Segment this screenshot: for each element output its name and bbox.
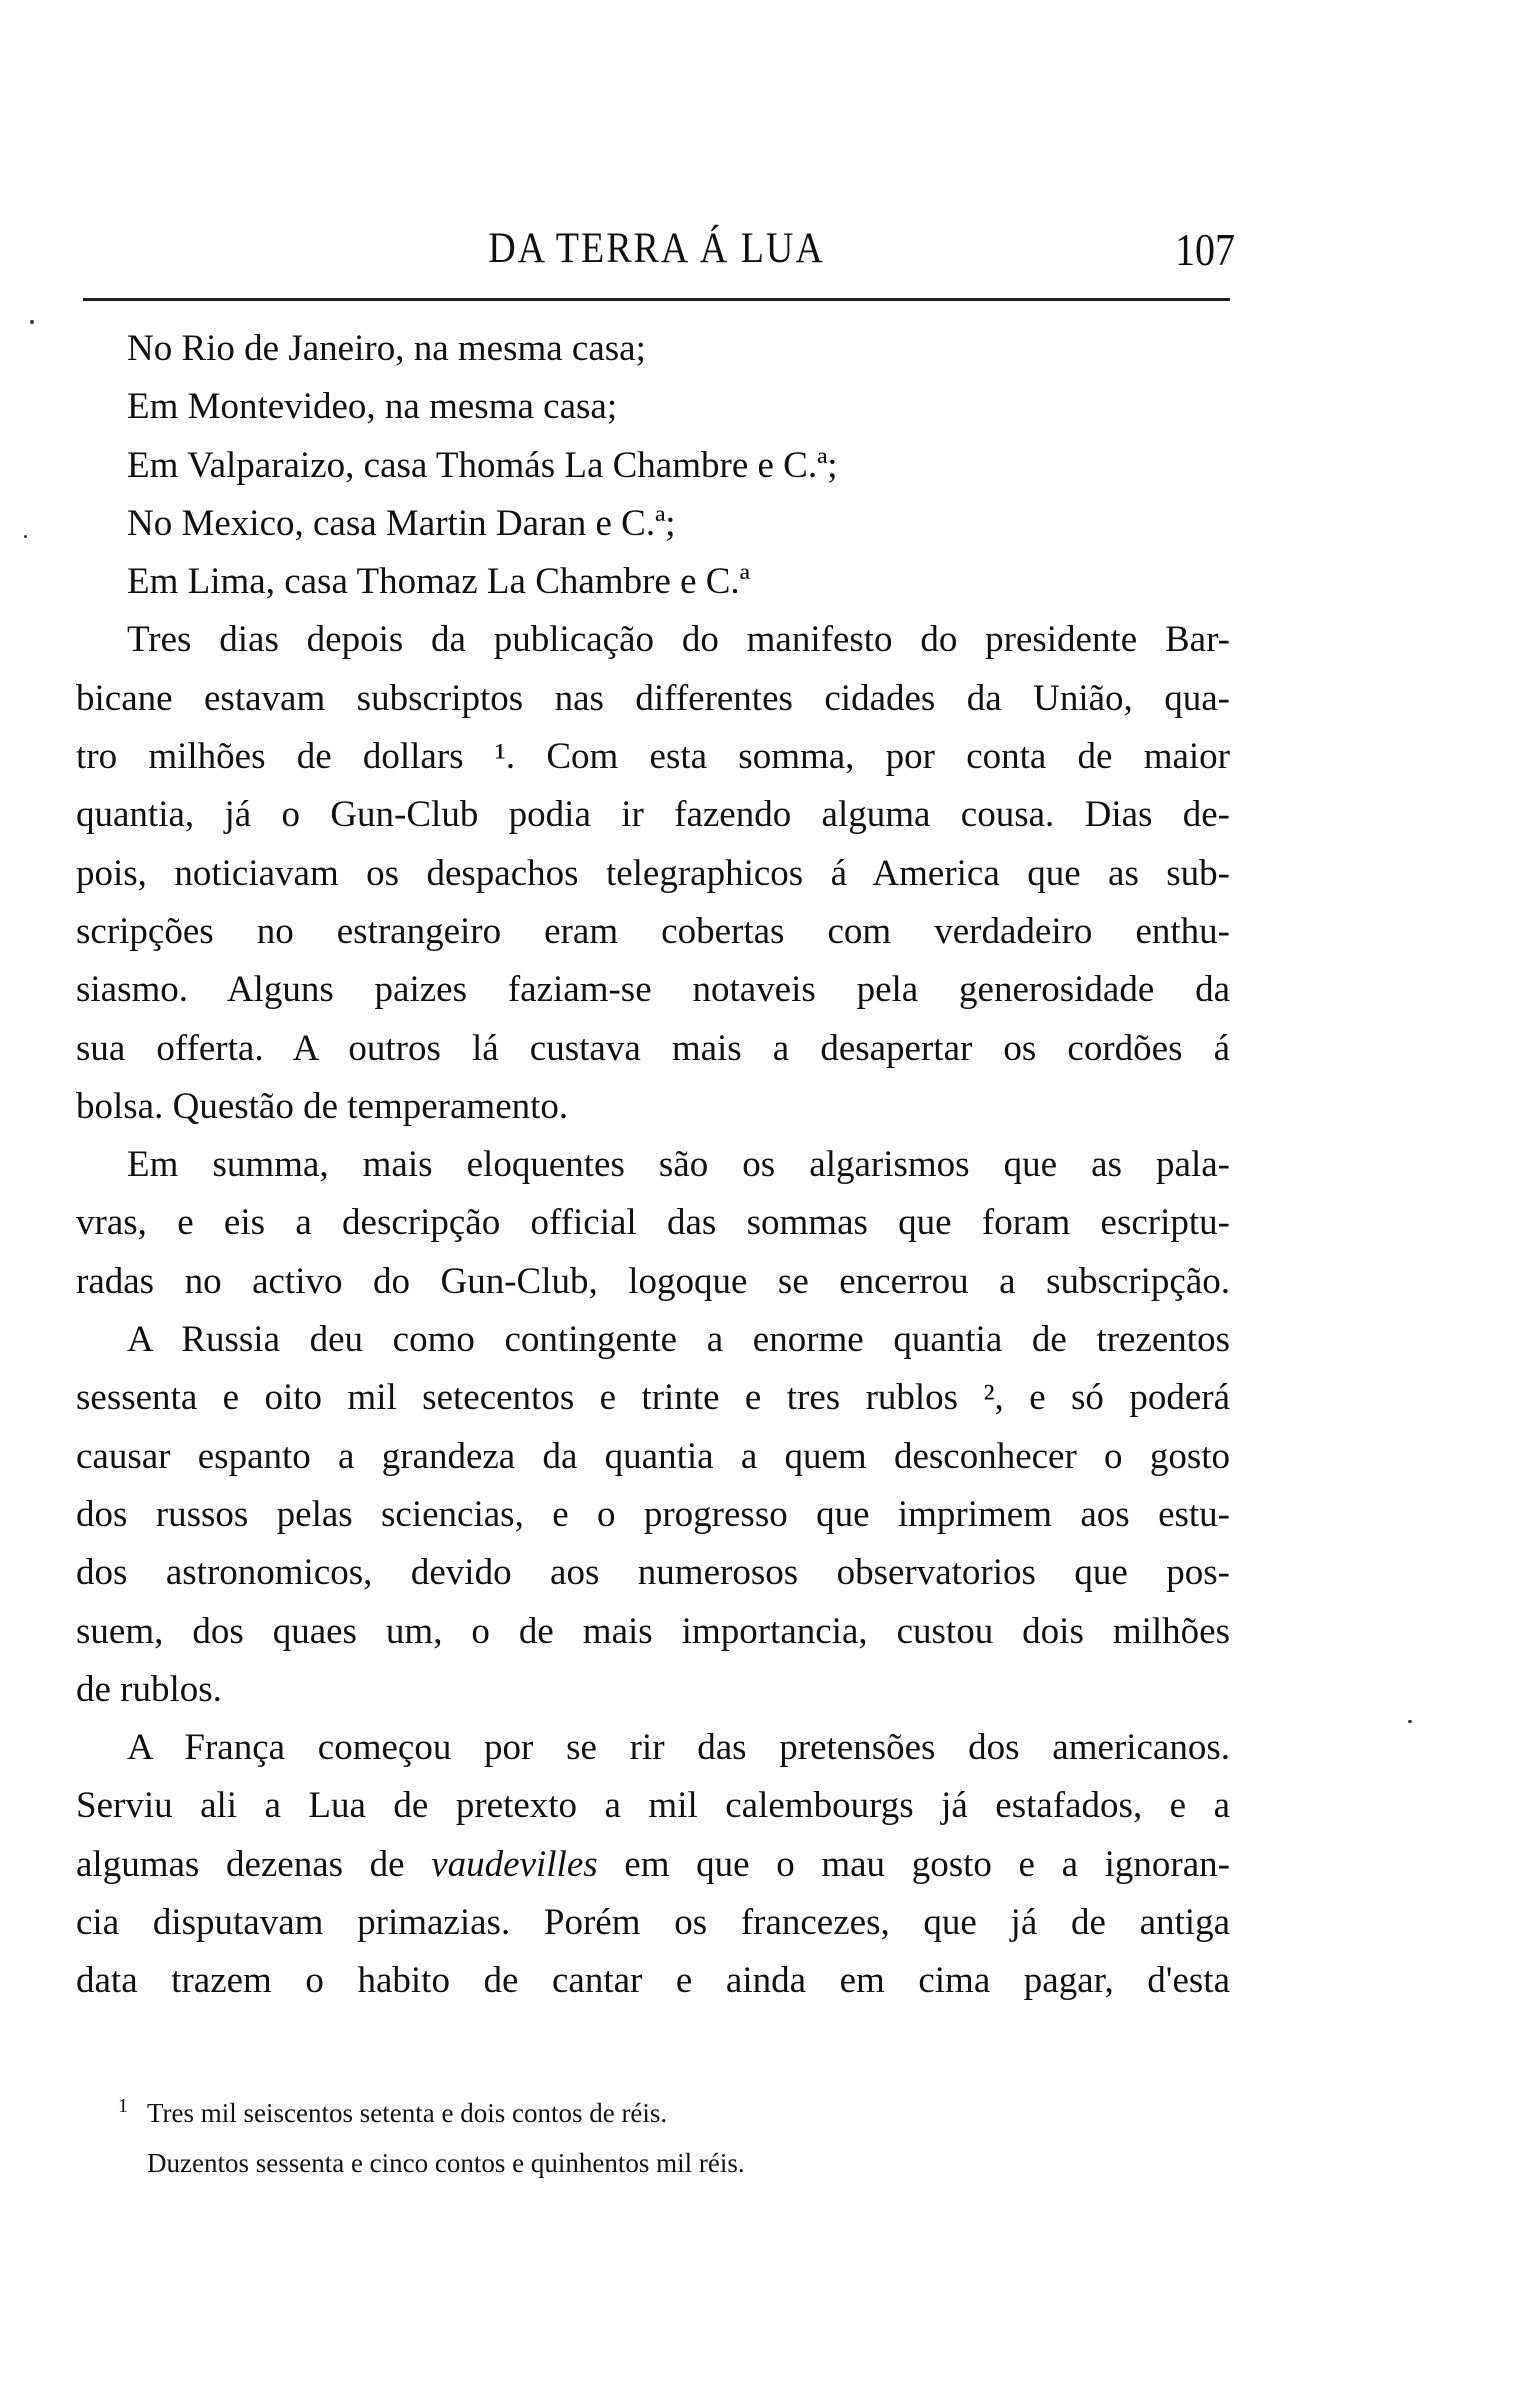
text-line: data trazem o habito de cantar e ainda em cima pagar, d'esta (76, 1960, 1230, 2002)
page-header (83, 223, 1235, 276)
text-line: dos astronomicos, devido aos numerosos observatorios que pos- (76, 1552, 1230, 1594)
text-line: cia disputavam primazias. Porém os francezes, que já de antiga (76, 1902, 1230, 1944)
text-line: dos russos pelas sciencias, e o progresso que imprimem aos estu- (76, 1493, 1230, 1535)
text-line: Tres dias depois da publicação do manifesto do presidente Bar- (127, 619, 1230, 661)
text-line: A França começou por se rir das pretensões dos americanos. (127, 1727, 1230, 1769)
page-number: 107 (1175, 223, 1235, 276)
body-text (76, 320, 1230, 2011)
running-title: DA TERRA Á LUA (488, 223, 825, 273)
footnote (118, 2138, 1118, 2188)
text-line: pois, noticiavam os despachos telegraphicos á America que as sub- (76, 852, 1230, 894)
footnote-text: Duzentos sessenta e cinco contos e quinhentos mil réis. (147, 2148, 745, 2178)
text-line: causar espanto a grandeza da quantia a quem desconhecer o gosto (76, 1435, 1230, 1477)
text-line: quantia, já o Gun-Club podia ir fazendo alguma cousa. Dias de- (76, 794, 1230, 836)
text-line: Serviu ali a Lua de pretexto a mil calembourgs já estafados, e a (76, 1785, 1230, 1827)
scan-speck (1408, 1720, 1412, 1723)
footnote-mark: 1 (118, 2095, 128, 2117)
text-line: siasmo. Alguns paizes faziam-se notaveis pela generosidade da (76, 969, 1230, 1011)
text-line: vras, e eis a descripção official das sommas que foram escriptu- (76, 1202, 1230, 1244)
scan-speck (30, 320, 34, 324)
text-line: sua offerta. A outros lá custava mais a desapertar os cordões á (76, 1027, 1230, 1069)
text-line: Em Valparaizo, casa Thomás La Chambre e C.ª; (127, 444, 838, 486)
text-line: bolsa. Questão de temperamento. (76, 1085, 569, 1127)
italic-term: vaudevilles (431, 1843, 598, 1885)
text-line: scripções no estrangeiro eram cobertas com verdadeiro enthu- (76, 910, 1230, 952)
text-line: Em Lima, casa Thomaz La Chambre e C.ª (127, 561, 750, 603)
text-line: bicane estavam subscriptos nas differentes cidades da União, qua- (76, 677, 1230, 719)
scan-speck (24, 535, 27, 538)
text-line: de rublos. (76, 1668, 222, 1710)
header-rule (83, 298, 1230, 301)
footnotes (118, 2088, 1118, 2188)
text-line: suem, dos quaes um, o de mais importancia, custou dois milhões (76, 1610, 1230, 1652)
text-line: No Rio de Janeiro, na mesma casa; (127, 328, 646, 369)
text-line: A Russia deu como contingente a enorme quantia de trezentos (127, 1319, 1230, 1361)
text-line (76, 1836, 1230, 1894)
text-line: Em Montevideo, na mesma casa; (127, 386, 618, 428)
text-line: sessenta e oito mil setecentos e trinte e tres rublos ², e só poderá (76, 1377, 1230, 1419)
text-line: No Mexico, casa Martin Daran e C.ª; (127, 502, 676, 544)
footnote (118, 2088, 1118, 2138)
footnote-text: Tres mil seiscentos setenta e dois contos de réis. (147, 2098, 668, 2128)
text-line: Em summa, mais eloquentes são os algarismos que as pala- (127, 1144, 1230, 1186)
text-line: tro milhões de dollars ¹. Com esta somma, por conta de maior (76, 736, 1230, 778)
text-segment: algumas dezenas de (76, 1843, 432, 1885)
text-line: radas no activo do Gun-Club, logoque se encerrou a subscripção. (76, 1260, 1230, 1302)
text-segment: em que o mau gosto e a ignoran- (597, 1843, 1230, 1885)
